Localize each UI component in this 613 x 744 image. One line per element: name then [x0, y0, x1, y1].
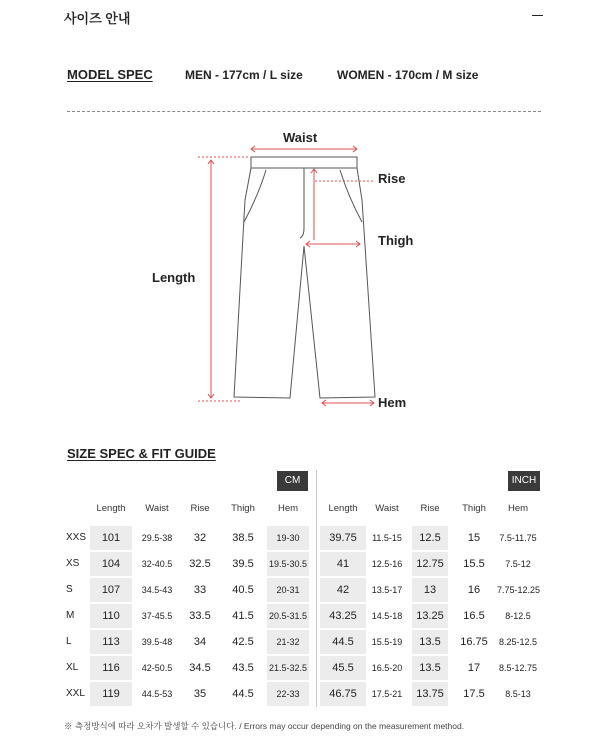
- inch-value-cell: 15.5: [463, 558, 485, 570]
- inch-value-cell: 15: [467, 532, 481, 544]
- size-spec-title: SIZE SPEC & FIT GUIDE: [67, 446, 216, 461]
- cm-value-cell: 38.5: [232, 532, 254, 544]
- dashed-divider: [67, 111, 541, 112]
- inch-value-cell: 16.5: [463, 610, 485, 622]
- cm-value-cell: 33: [193, 584, 207, 596]
- inch-unit-badge: INCH: [508, 471, 540, 491]
- cm-value-cell: 34.5-43: [141, 585, 173, 595]
- cm-value-cell: 110: [90, 604, 132, 628]
- inch-value-cell: 13.25: [412, 604, 448, 628]
- inch-value-cell: 16.5-20: [371, 663, 403, 673]
- pants-outline: [234, 157, 375, 398]
- inch-value-cell: 46.75: [320, 682, 366, 706]
- cm-value-cell: 39.5: [232, 558, 254, 570]
- inch-value-cell: 43.25: [320, 604, 366, 628]
- cm-value-cell: 19-30: [267, 526, 309, 550]
- inch-value-cell: 13.5-17: [371, 585, 403, 595]
- inch-value-cell: 8.5-13: [505, 689, 531, 699]
- cm-value-cell: 40.5: [232, 584, 254, 596]
- cm-value-cell: 32.5: [189, 558, 211, 570]
- column-header: Hem: [277, 503, 299, 514]
- waist-label: Waist: [283, 130, 318, 145]
- cm-value-cell: 119: [90, 682, 132, 706]
- inch-value-cell: 45.5: [320, 656, 366, 680]
- column-header: Waist: [145, 503, 169, 514]
- inch-value-cell: 39.75: [320, 526, 366, 550]
- inch-value-cell: 44.5: [320, 630, 366, 654]
- size-label: XXL: [66, 688, 85, 699]
- size-label: M: [66, 610, 75, 621]
- column-header: Length: [96, 503, 126, 514]
- column-header: Rise: [190, 503, 210, 514]
- measurement-lines: [198, 146, 374, 406]
- cm-value-cell: 37-45.5: [141, 611, 173, 621]
- table-row: [62, 552, 542, 578]
- column-header: Length: [328, 503, 358, 514]
- column-header: Hem: [507, 503, 529, 514]
- size-label: L: [66, 636, 72, 647]
- inch-value-cell: 12.5: [412, 526, 448, 550]
- cm-value-cell: 29.5-38: [141, 533, 173, 543]
- inch-value-cell: 15.5-19: [371, 637, 403, 647]
- cm-value-cell: 42.5: [232, 636, 254, 648]
- size-label: XS: [66, 558, 80, 569]
- model-spec-women: WOMEN - 170cm / M size: [337, 68, 479, 82]
- minus-icon[interactable]: [532, 15, 543, 16]
- size-label: XXS: [66, 532, 87, 543]
- cm-value-cell: 113: [90, 630, 132, 654]
- column-header: Thigh: [231, 503, 255, 514]
- cm-value-cell: 33.5: [189, 610, 211, 622]
- cm-value-cell: 116: [90, 656, 132, 680]
- inch-value-cell: 17.5-21: [371, 689, 403, 699]
- measurement-note: ※ 측정방식에 따라 오차가 발생할 수 있습니다. / Errors may occur depending on the measurement method.: [64, 721, 465, 731]
- size-table-header: [62, 497, 542, 523]
- inch-value-cell: 17: [467, 662, 481, 674]
- inch-value-cell: 13.5: [412, 630, 448, 654]
- rise-label: Rise: [378, 171, 406, 186]
- inch-value-cell: 16: [467, 584, 481, 596]
- table-row: [62, 682, 542, 708]
- cm-value-cell: 34.5: [189, 662, 211, 674]
- size-guide-header-title: 사이즈 안내: [64, 11, 131, 26]
- table-row: [62, 656, 542, 682]
- cm-value-cell: 44.5: [232, 688, 254, 700]
- thigh-label: Thigh: [378, 233, 414, 248]
- cm-value-cell: 32: [193, 532, 207, 544]
- inch-value-cell: 11.5-15: [372, 533, 402, 543]
- column-header: Rise: [420, 503, 440, 514]
- table-row: [62, 578, 542, 604]
- inch-value-cell: 8.5-12.75: [498, 663, 538, 673]
- model-spec-men: MEN - 177cm / L size: [185, 68, 303, 82]
- cm-value-cell: 34: [193, 636, 207, 648]
- cm-value-cell: 35: [193, 688, 207, 700]
- inch-value-cell: 16.75: [460, 636, 488, 648]
- inch-value-cell: 12.5-16: [371, 559, 403, 569]
- model-spec-title: MODEL SPEC: [67, 67, 153, 82]
- cm-value-cell: 32-40.5: [141, 559, 173, 569]
- cm-value-cell: 43.5: [232, 662, 254, 674]
- cm-value-cell: 41.5: [232, 610, 254, 622]
- inch-value-cell: 42: [320, 578, 366, 602]
- cm-value-cell: 22-33: [267, 682, 309, 706]
- inch-value-cell: 7.5-11.75: [499, 533, 537, 543]
- inch-value-cell: 8-12.5: [505, 611, 531, 621]
- column-header: Waist: [375, 503, 399, 514]
- size-label: XL: [66, 662, 79, 673]
- inch-value-cell: 13.75: [412, 682, 448, 706]
- table-row: [62, 604, 542, 630]
- inch-value-cell: 8.25-12.5: [498, 637, 538, 647]
- inch-value-cell: 12.75: [412, 552, 448, 576]
- cm-value-cell: 21-32: [267, 630, 309, 654]
- cm-value-cell: 39.5-48: [141, 637, 173, 647]
- table-row: [62, 526, 542, 552]
- cm-value-cell: 101: [90, 526, 132, 550]
- size-label: S: [66, 584, 73, 595]
- cm-value-cell: 107: [90, 578, 132, 602]
- table-row: [62, 630, 542, 656]
- cm-value-cell: 44.5-53: [141, 689, 173, 699]
- cm-value-cell: 19.5-30.5: [267, 552, 309, 576]
- cm-unit-badge: CM: [277, 471, 308, 491]
- inch-value-cell: 17.5: [463, 688, 485, 700]
- cm-value-cell: 20-31: [267, 578, 309, 602]
- length-label: Length: [152, 270, 196, 285]
- inch-value-cell: 13: [412, 578, 448, 602]
- inch-value-cell: 7.5-12: [505, 559, 531, 569]
- inch-value-cell: 13.5: [412, 656, 448, 680]
- inch-value-cell: 14.5-18: [371, 611, 403, 621]
- cm-value-cell: 21.5-32.5: [267, 656, 309, 680]
- cm-value-cell: 20.5-31.5: [267, 604, 309, 628]
- cm-value-cell: 104: [90, 552, 132, 576]
- column-header: Thigh: [462, 503, 486, 514]
- inch-value-cell: 7.75-12.25: [497, 585, 541, 595]
- inch-value-cell: 41: [320, 552, 366, 576]
- hem-label: Hem: [378, 395, 407, 410]
- cm-value-cell: 42-50.5: [141, 663, 173, 673]
